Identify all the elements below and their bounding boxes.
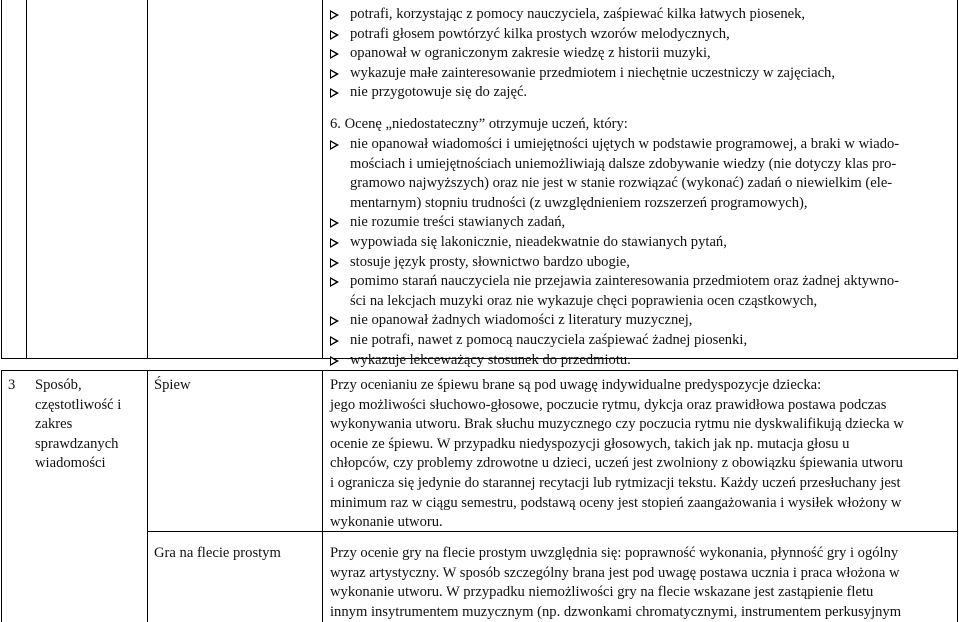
row-number: 3 — [8, 377, 16, 393]
activity-recorder: Gra na flecie prostym — [154, 545, 281, 561]
table-border-left-r3 — [1, 370, 2, 622]
table-border-right — [957, 0, 958, 358]
arrow-bullet-icon — [330, 30, 339, 40]
recorder-description: Przy ocenie gry na flecie prostym uwzględnia się: poprawność wykonania, płynność gry i ogólny wyraz artystyczny. W sposób szczególny brana jest pod uwagę postawa ucznia i praca włożona w wykonanie utworu. W przypadku niemożliwości gry na flecie wskazane jest zastąpienie fletu innym insytrumentem muzycznym (np. dzwonkami chromatycznymi, instrumentem perkusyjnym — [330, 545, 902, 620]
list-item: nie opanował wiadomości i umiejętności ujętych w podstawie programowej, a braki w wiado- mościach i umiejętnościach uniemożliwiają dalsze zdobywanie wiedzy (nie dotyczy klas pro- gramowo najwyższych) oraz nie jest w stanie rozwiązać (wykonać) zadań o niewielkim (ele- mentarnym) stopniu trudności (z uwzględnieniem rozszerzeń programowych), — [330, 135, 899, 213]
list-item: stosuje język prosty, słownictwo bardzo ubogie, — [330, 253, 899, 273]
arrow-bullet-icon — [330, 238, 339, 248]
arrow-bullet-icon — [330, 316, 339, 326]
list-item: nie przygotowuje się do zajęć. — [330, 83, 835, 103]
arrow-bullet-icon — [330, 258, 339, 268]
list-item: wypowiada się lakonicznie, nieadekwatnie do stawianych pytań, — [330, 233, 899, 253]
table-border-col3-r3 — [322, 370, 323, 622]
list-item: opanował w ograniczonym zakresie wiedzę z historii muzyki, — [330, 44, 835, 64]
list-item: wykazuje małe zainteresowanie przedmiotem i niechętnie uczestniczy w zajęciach, — [330, 64, 835, 84]
activity-singing: Śpiew — [154, 377, 191, 393]
list-item: nie rozumie treści stawianych zadań, — [330, 213, 899, 233]
arrow-bullet-icon — [330, 218, 339, 228]
list-item: potrafi, korzystając z pomocy nauczyciela, zaśpiewać kilka łatwych piosenek, — [330, 5, 835, 25]
arrow-bullet-icon — [330, 69, 339, 79]
table-border-col1-r3 — [147, 370, 148, 622]
arrow-bullet-icon — [330, 88, 339, 98]
table-border-left — [1, 0, 2, 358]
singing-description: Przy ocenianiu ze śpiewu brane są pod uwagę indywidualne predyspozycje dziecka: jego możliwości słuchowo-głosowe, poczucie rytmu, dykcja oraz prawidłowa postawa podczas wykonywania utworu. Brak słuchu muzycznego czy poczucia rytmu nie dyskwalifikują dziecka w ocenie ze śpiewu. W przypadku niedyspozycji głosowych, takich jak np. mutacja głosu u chłopców, czy problemy zdrowotne u dzieci, uczeń jest zwolniony z obowiązku śpiewania utworu i ogranicza się jedynie do starannej recytacji lub rytmizacji tekstu. Każdy uczeń przesłuchany jest minimum raz w ciągu semestru, podstawą oceny jest stopień zaangażowania i wysiłek włożony w wykonanie utworu. — [330, 377, 904, 531]
list-item: nie potrafi, nawet z pomocą nauczyciela zaśpiewać żadnej piosenki, — [330, 331, 899, 351]
arrow-bullet-icon — [330, 277, 339, 287]
row-category: Sposób, częstotliwość i zakres sprawdzanych wiadomości — [35, 377, 122, 472]
table-border-col1 — [26, 0, 27, 358]
arrow-bullet-icon — [330, 49, 339, 59]
table-border-right-r3 — [957, 370, 958, 622]
arrow-bullet-icon — [330, 140, 339, 150]
arrow-bullet-icon — [330, 10, 339, 20]
top-bullet-list — [330, 5, 835, 103]
grade6-heading: 6. Ocenę „niedostateczny” otrzymuje uczeń, który: — [330, 116, 628, 132]
arrow-bullet-icon — [330, 356, 339, 366]
list-item: wykazuje lekceważący stosunek do przedmiotu. — [330, 351, 899, 371]
table-border-row3-top — [1, 370, 958, 371]
table-border-col2 — [147, 0, 148, 358]
list-item: nie opanował żadnych wiadomości z literatury muzycznej, — [330, 311, 899, 331]
arrow-bullet-icon — [330, 336, 339, 346]
list-item: pomimo starań nauczyciela nie przejawia zainteresowania przedmiotem oraz żadnej aktywno- ści na lekcjach muzyki oraz nie wykazuje chęci poprawienia ocen cząstkowych, — [330, 272, 899, 311]
grade6-bullet-list — [330, 135, 899, 370]
list-item: potrafi głosem powtórzyć kilka prostych wzorów melodycznych, — [330, 25, 835, 45]
table-border-col3 — [322, 0, 323, 358]
